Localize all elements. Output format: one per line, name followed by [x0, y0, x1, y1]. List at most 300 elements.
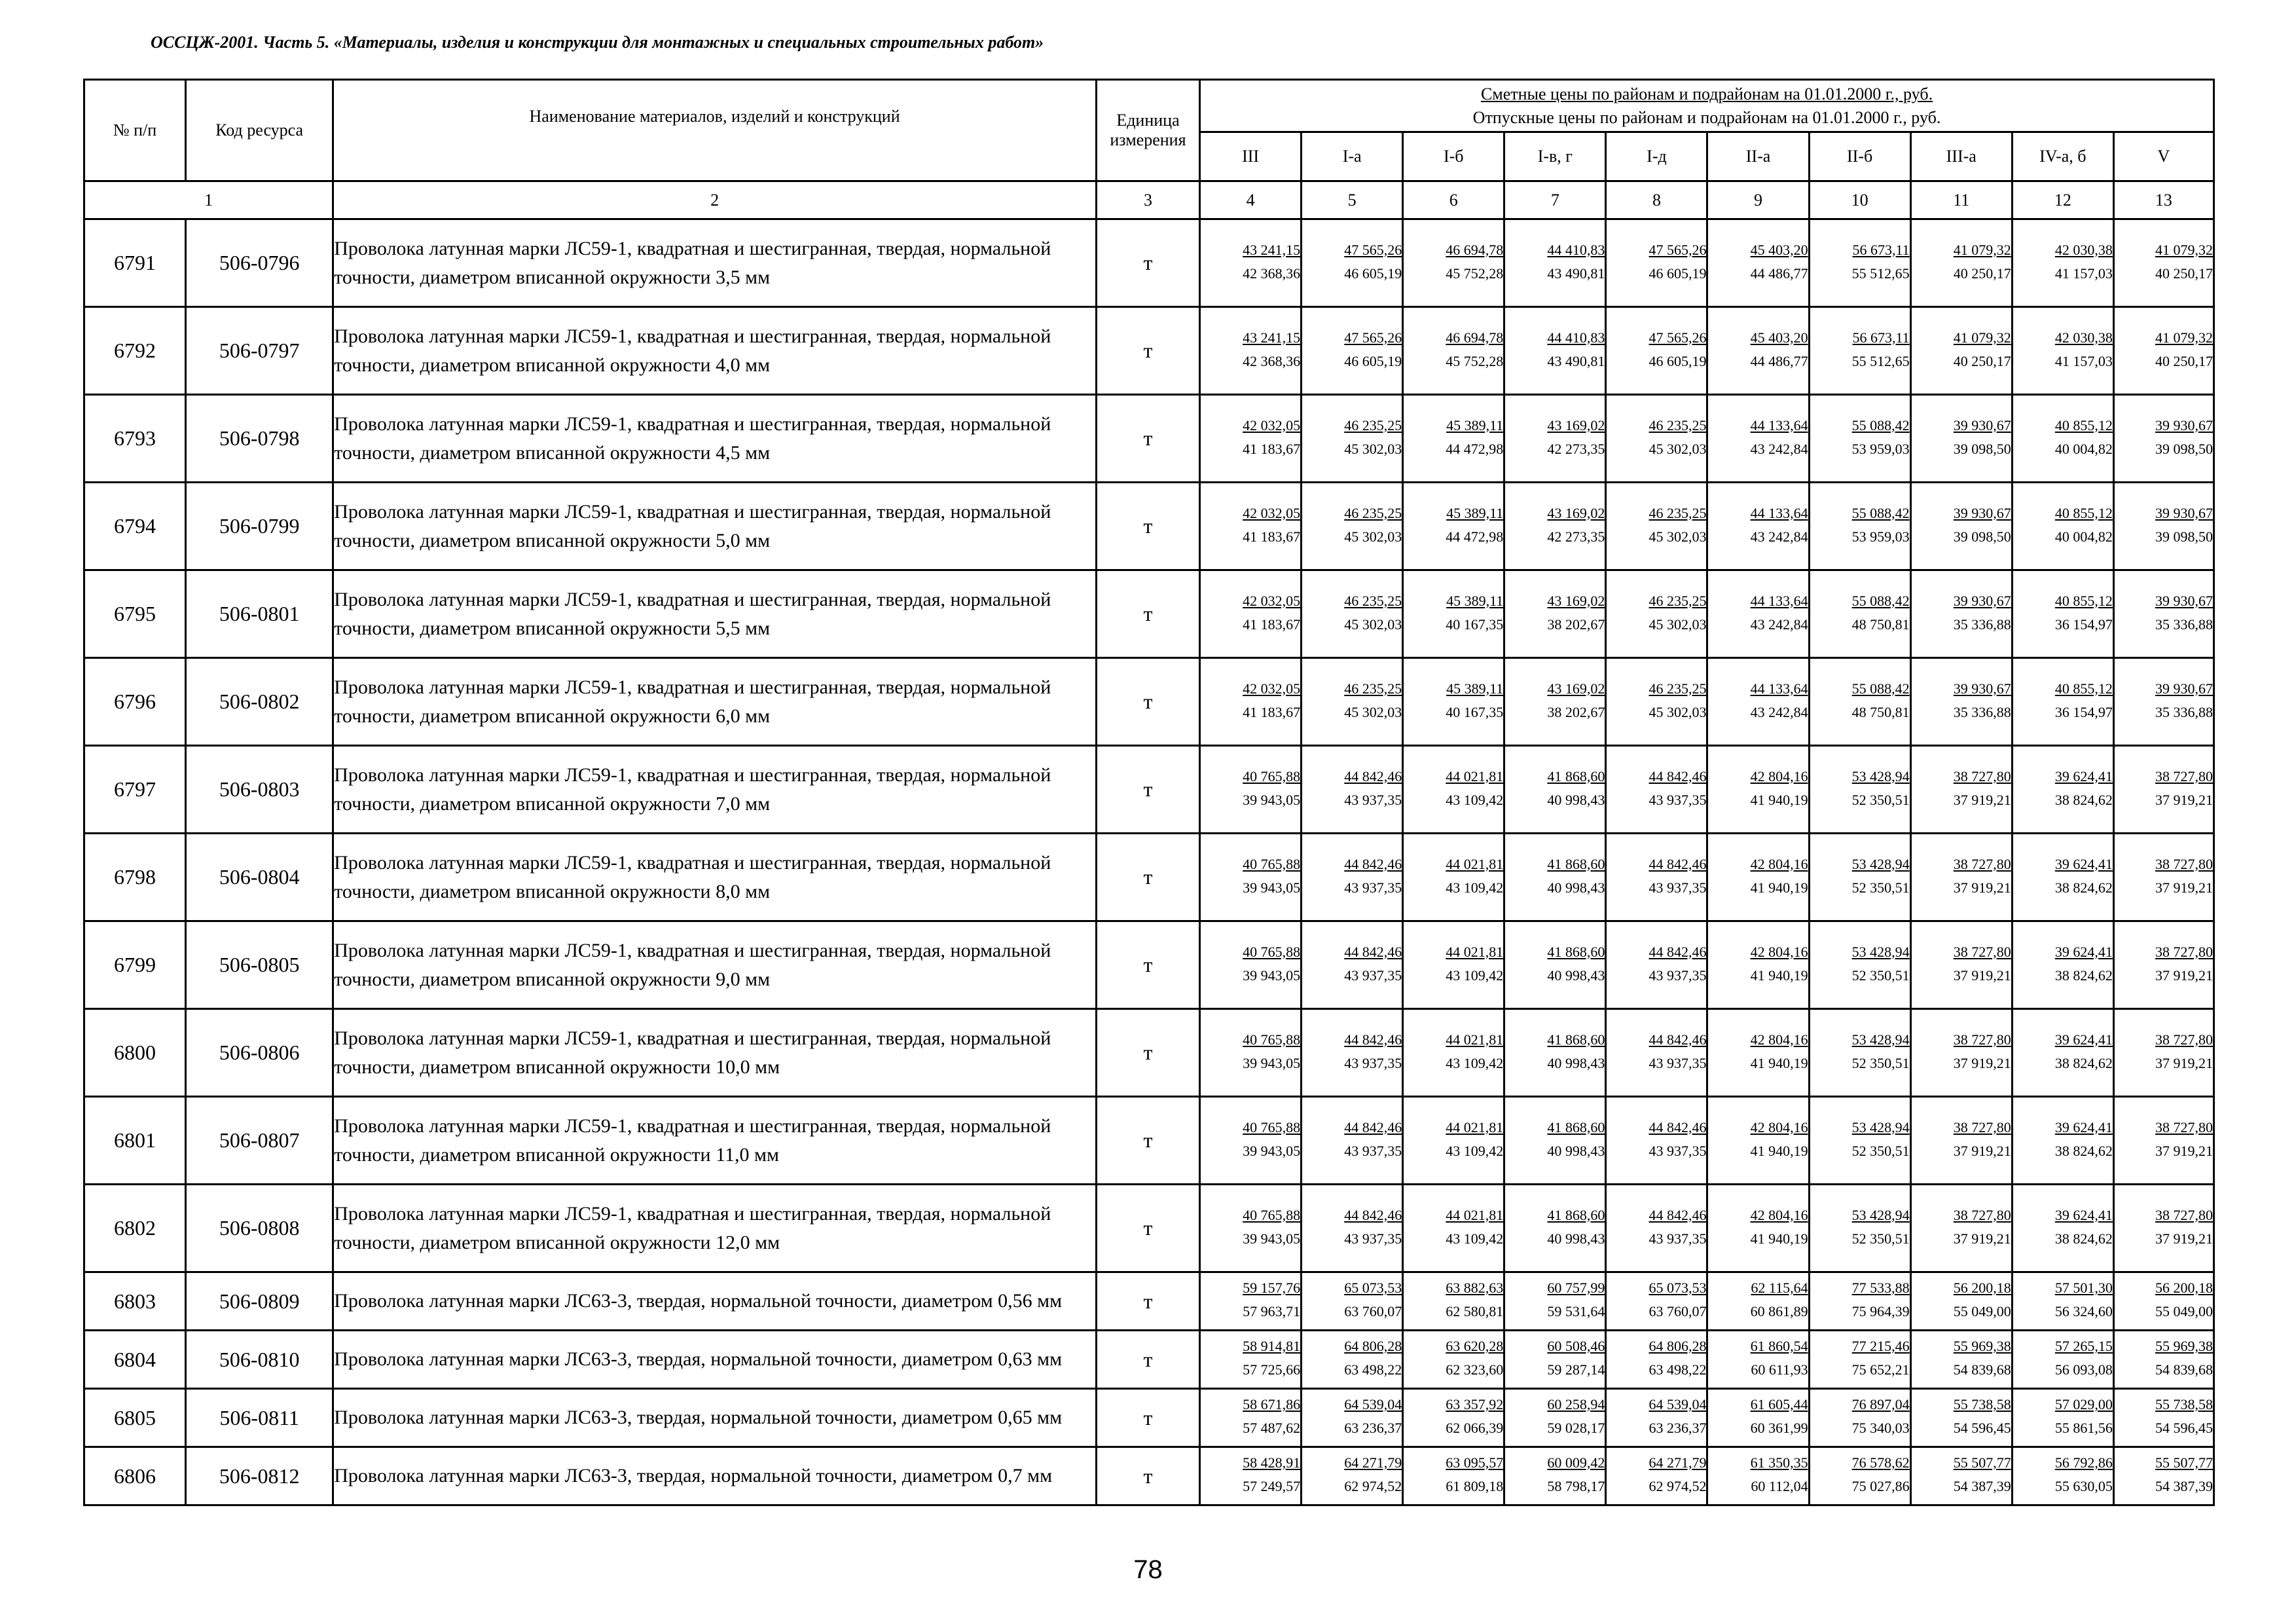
price-cell	[1910, 1097, 2012, 1185]
release-price: 40 998,43	[1547, 1230, 1605, 1247]
price-cell	[1200, 307, 1302, 395]
estimated-price: 41 079,32	[2155, 241, 2213, 258]
price-cell	[1302, 307, 1403, 395]
estimated-price: 55 507,77	[1953, 1454, 2011, 1471]
document-header: ОССЦЖ-2001. Часть 5. «Материалы, изделия и конструкции для монтажных и специальных строительных работ»	[151, 33, 1044, 52]
release-price: 46 605,19	[1649, 265, 1707, 282]
price-cell	[1809, 834, 1910, 921]
release-price: 60 112,04	[1751, 1478, 1808, 1494]
release-price: 52 350,51	[1851, 791, 1910, 808]
price-cell	[1809, 1185, 1910, 1272]
estimated-price: 44 842,46	[1344, 943, 1402, 960]
estimated-price: 64 539,04	[1344, 1396, 1402, 1412]
estimated-price: 44 410,83	[1547, 329, 1605, 346]
release-price: 39 943,05	[1243, 879, 1301, 896]
estimated-price: 40 765,88	[1243, 1118, 1301, 1135]
price-cell	[1809, 1097, 1910, 1185]
release-price: 39 098,50	[1953, 440, 2011, 457]
estimated-price: 43 169,02	[1547, 680, 1605, 697]
estimated-price: 39 930,67	[1953, 416, 2011, 434]
price-cell	[2012, 834, 2113, 921]
page-number: 78	[1133, 1555, 1163, 1584]
release-price: 37 919,21	[1953, 1054, 2011, 1071]
release-price: 59 028,17	[1547, 1420, 1605, 1436]
estimated-price: 38 727,80	[2155, 943, 2213, 960]
price-cell	[1302, 921, 1403, 1009]
column-number: 6	[1403, 181, 1504, 219]
release-price: 54 839,68	[1953, 1361, 2011, 1378]
price-cell	[1403, 1389, 1504, 1447]
release-price: 45 302,03	[1344, 703, 1402, 720]
price-cell	[1707, 1389, 1809, 1447]
table-row	[84, 1009, 2214, 1097]
price-cell	[1302, 483, 1403, 570]
resource-code: 506-0799	[186, 483, 333, 570]
unit-cell: т	[1096, 1097, 1199, 1185]
estimated-price: 41 868,60	[1547, 767, 1605, 784]
price-cell	[1200, 1331, 1302, 1389]
estimated-price: 45 389,11	[1446, 592, 1504, 609]
prices-title-estimated: Сметные цены по районам и подрайонам на 01.01.2000 г., руб.	[1480, 84, 1933, 103]
estimated-price: 40 765,88	[1243, 943, 1301, 960]
estimated-price: 39 930,67	[2155, 416, 2213, 434]
unit-cell: т	[1096, 307, 1199, 395]
estimated-price: 42 030,38	[2054, 329, 2113, 346]
release-price: 38 824,62	[2054, 1054, 2113, 1071]
estimated-price: 40 765,88	[1243, 1206, 1301, 1223]
estimated-price: 53 428,94	[1851, 1206, 1910, 1223]
release-price: 39 098,50	[1953, 528, 2011, 545]
estimated-price: 58 671,86	[1243, 1396, 1301, 1412]
release-price: 45 302,03	[1344, 440, 1402, 457]
column-number: 13	[2113, 181, 2214, 219]
estimated-price: 47 565,26	[1649, 241, 1707, 258]
estimated-price: 58 914,81	[1243, 1338, 1301, 1354]
unit-cell: т	[1096, 746, 1199, 834]
release-price: 37 919,21	[1953, 1142, 2011, 1159]
release-price: 43 109,42	[1446, 879, 1504, 896]
estimated-price: 65 073,53	[1649, 1280, 1707, 1296]
release-price: 43 242,84	[1750, 440, 1808, 457]
price-cell	[1910, 395, 2012, 483]
price-cell	[1504, 219, 1606, 307]
price-cell	[2113, 1185, 2214, 1272]
price-cell	[2113, 1389, 2214, 1447]
price-cell	[1606, 483, 1707, 570]
estimated-price: 40 765,88	[1243, 767, 1301, 784]
table-row	[84, 307, 2214, 395]
release-price: 41 183,67	[1243, 616, 1301, 633]
release-price: 42 273,35	[1547, 440, 1605, 457]
release-price: 55 049,00	[2155, 1303, 2213, 1320]
price-cell	[1504, 1185, 1606, 1272]
release-price: 43 937,35	[1344, 879, 1402, 896]
estimated-price: 44 842,46	[1649, 855, 1707, 872]
release-price: 41 940,19	[1750, 967, 1808, 984]
price-cell	[1606, 921, 1707, 1009]
estimated-price: 42 804,16	[1750, 943, 1808, 960]
release-price: 52 350,51	[1851, 1142, 1910, 1159]
release-price: 45 302,03	[1344, 528, 1402, 545]
release-price: 54 387,39	[1953, 1478, 2011, 1494]
price-cell	[1707, 1185, 1809, 1272]
release-price: 56 093,08	[2054, 1361, 2113, 1378]
release-price: 38 202,67	[1547, 616, 1605, 633]
region-header: II-б	[1809, 132, 1910, 181]
release-price: 36 154,97	[2054, 703, 2113, 720]
release-price: 46 605,19	[1344, 265, 1402, 282]
resource-code: 506-0807	[186, 1097, 333, 1185]
release-price: 55 049,00	[1953, 1303, 2011, 1320]
price-cell	[1200, 834, 1302, 921]
estimated-price: 44 842,46	[1344, 1206, 1402, 1223]
price-cell	[1910, 746, 2012, 834]
release-price: 43 937,35	[1649, 1054, 1707, 1071]
release-price: 44 472,98	[1446, 440, 1504, 457]
release-price: 45 752,28	[1446, 352, 1504, 369]
estimated-price: 43 169,02	[1547, 416, 1605, 434]
price-cell	[1809, 658, 1910, 746]
price-cell	[1910, 1009, 2012, 1097]
release-price: 40 998,43	[1547, 791, 1605, 808]
unit-cell: т	[1096, 395, 1199, 483]
release-price: 40 250,17	[1953, 352, 2011, 369]
row-number: 6806	[84, 1447, 186, 1505]
estimated-price: 44 021,81	[1446, 1031, 1504, 1048]
price-cell	[1910, 1185, 2012, 1272]
price-cell	[1403, 1331, 1504, 1389]
price-cell	[1504, 395, 1606, 483]
price-cell	[1707, 746, 1809, 834]
release-price: 41 940,19	[1750, 791, 1808, 808]
price-cell	[1200, 746, 1302, 834]
release-price: 43 490,81	[1547, 352, 1605, 369]
release-price: 63 760,07	[1649, 1303, 1707, 1320]
release-price: 59 531,64	[1547, 1303, 1605, 1320]
estimated-price: 44 021,81	[1446, 1206, 1504, 1223]
estimated-price: 55 738,58	[2155, 1396, 2213, 1412]
material-name: Проволока латунная марки ЛС59-1, квадратная и шестигранная, твердая, нормальной точности, диаметром вписанной окружности 9,0 мм	[333, 921, 1097, 1009]
price-cell	[1200, 921, 1302, 1009]
release-price: 43 937,35	[1344, 1054, 1402, 1071]
release-price: 54 596,45	[1953, 1420, 2011, 1436]
release-price: 43 242,84	[1750, 616, 1808, 633]
region-header: I-б	[1403, 132, 1504, 181]
estimated-price: 46 694,78	[1446, 329, 1504, 346]
release-price: 43 937,35	[1649, 1142, 1707, 1159]
release-price: 41 157,03	[2054, 265, 2113, 282]
price-cell	[1606, 658, 1707, 746]
estimated-price: 44 133,64	[1750, 416, 1808, 434]
price-cell	[2012, 483, 2113, 570]
row-number: 6805	[84, 1389, 186, 1447]
price-cell	[2012, 1009, 2113, 1097]
table-row	[84, 395, 2214, 483]
estimated-price: 55 738,58	[1953, 1396, 2011, 1412]
price-cell	[1707, 1009, 1809, 1097]
release-price: 60 361,99	[1750, 1420, 1808, 1436]
release-price: 43 937,35	[1344, 1142, 1402, 1159]
release-price: 61 809,18	[1446, 1478, 1504, 1494]
estimated-price: 44 842,46	[1344, 855, 1402, 872]
price-cell	[2113, 219, 2214, 307]
estimated-price: 44 021,81	[1446, 1118, 1504, 1135]
estimated-price: 38 727,80	[1953, 1031, 2011, 1048]
estimated-price: 41 868,60	[1547, 855, 1605, 872]
release-price: 52 350,51	[1851, 1054, 1910, 1071]
estimated-price: 60 258,94	[1547, 1396, 1605, 1412]
estimated-price: 39 624,41	[2054, 943, 2113, 960]
material-name: Проволока латунная марки ЛС59-1, квадратная и шестигранная, твердая, нормальной точности, диаметром вписанной окружности 10,0 мм	[333, 1009, 1097, 1097]
estimated-price: 44 133,64	[1750, 680, 1808, 697]
region-header: III-а	[1910, 132, 2012, 181]
estimated-price: 44 842,46	[1649, 1206, 1707, 1223]
estimated-price: 46 235,25	[1344, 416, 1402, 434]
estimated-price: 43 241,15	[1243, 241, 1301, 258]
release-price: 37 919,21	[2155, 1142, 2213, 1159]
estimated-price: 57 029,00	[2054, 1396, 2113, 1412]
estimated-price: 40 855,12	[2054, 592, 2113, 609]
price-cell	[1403, 307, 1504, 395]
estimated-price: 38 727,80	[2155, 1031, 2213, 1048]
estimated-price: 60 508,46	[1547, 1338, 1605, 1354]
estimated-price: 46 235,25	[1649, 592, 1707, 609]
material-name: Проволока латунная марки ЛС59-1, квадратная и шестигранная, твердая, нормальной точности, диаметром вписанной окружности 12,0 мм	[333, 1185, 1097, 1272]
table-row	[84, 570, 2214, 658]
release-price: 43 937,35	[1344, 1230, 1402, 1247]
release-price: 52 350,51	[1851, 879, 1910, 896]
release-price: 38 202,67	[1547, 703, 1605, 720]
price-cell	[2012, 1185, 2113, 1272]
release-price: 43 490,81	[1547, 265, 1605, 282]
estimated-price: 47 565,26	[1649, 329, 1707, 346]
estimated-price: 59 157,76	[1243, 1280, 1301, 1296]
row-number: 6797	[84, 746, 186, 834]
price-cell	[2012, 746, 2113, 834]
price-cell	[2113, 921, 2214, 1009]
resource-code: 506-0811	[186, 1389, 333, 1447]
price-cell	[1707, 1331, 1809, 1389]
estimated-price: 38 727,80	[1953, 1206, 2011, 1223]
price-cell	[2113, 1447, 2214, 1505]
unit-cell: т	[1096, 1389, 1199, 1447]
price-cell	[1403, 1185, 1504, 1272]
price-cell	[1707, 483, 1809, 570]
table-row	[84, 219, 2214, 307]
unit-cell: т	[1096, 921, 1199, 1009]
price-cell	[1606, 395, 1707, 483]
price-cell	[1707, 307, 1809, 395]
column-number: 4	[1200, 181, 1302, 219]
release-price: 62 580,81	[1446, 1303, 1504, 1320]
estimated-price: 40 855,12	[2054, 680, 2113, 697]
price-cell	[2012, 307, 2113, 395]
price-cell	[1504, 1009, 1606, 1097]
price-cell	[1200, 1389, 1302, 1447]
price-cell	[2012, 921, 2113, 1009]
release-price: 43 937,35	[1344, 967, 1402, 984]
estimated-price: 55 088,42	[1851, 592, 1910, 609]
estimated-price: 63 095,57	[1446, 1454, 1504, 1471]
estimated-price: 45 403,20	[1750, 241, 1808, 258]
estimated-price: 41 868,60	[1547, 1118, 1605, 1135]
estimated-price: 40 855,12	[2054, 416, 2113, 434]
release-price: 35 336,88	[1953, 703, 2011, 720]
release-price: 44 486,77	[1750, 265, 1808, 282]
price-cell	[1910, 1272, 2012, 1331]
price-cell	[1504, 746, 1606, 834]
estimated-price: 42 804,16	[1750, 767, 1808, 784]
price-cell	[1200, 219, 1302, 307]
estimated-price: 61 350,35	[1750, 1454, 1808, 1471]
estimated-price: 47 565,26	[1344, 241, 1402, 258]
region-header: I-а	[1302, 132, 1403, 181]
release-price: 54 596,45	[2155, 1420, 2213, 1436]
price-cell	[1606, 746, 1707, 834]
col-header-name: Наименование материалов, изделий и конструкций	[333, 80, 1097, 181]
resource-code: 506-0809	[186, 1272, 333, 1331]
estimated-price: 53 428,94	[1851, 1031, 1910, 1048]
price-cell	[1403, 1009, 1504, 1097]
release-price: 58 798,17	[1547, 1478, 1605, 1494]
estimated-price: 42 804,16	[1750, 1206, 1808, 1223]
region-header: IV-а, б	[2012, 132, 2113, 181]
estimated-price: 45 389,11	[1446, 504, 1504, 521]
release-price: 39 943,05	[1243, 1142, 1301, 1159]
release-price: 63 498,22	[1344, 1361, 1402, 1378]
release-price: 38 824,62	[2054, 791, 2113, 808]
row-number: 6792	[84, 307, 186, 395]
release-price: 35 336,88	[1953, 616, 2011, 633]
price-cell	[2012, 1447, 2113, 1505]
price-cell	[1910, 1447, 2012, 1505]
price-cell	[1707, 1097, 1809, 1185]
estimated-price: 39 624,41	[2054, 767, 2113, 784]
resource-code: 506-0802	[186, 658, 333, 746]
price-cell	[1504, 658, 1606, 746]
estimated-price: 39 930,67	[2155, 680, 2213, 697]
release-price: 40 250,17	[2155, 352, 2213, 369]
price-cell	[1403, 1097, 1504, 1185]
unit-cell: т	[1096, 483, 1199, 570]
estimated-price: 39 930,67	[2155, 592, 2213, 609]
estimated-price: 44 842,46	[1344, 767, 1402, 784]
price-cell	[1200, 658, 1302, 746]
estimated-price: 45 389,11	[1446, 680, 1504, 697]
estimated-price: 55 507,77	[2155, 1454, 2213, 1471]
release-price: 57 487,62	[1243, 1420, 1301, 1436]
price-cell	[1302, 395, 1403, 483]
estimated-price: 44 842,46	[1649, 767, 1707, 784]
region-header: II-а	[1707, 132, 1809, 181]
estimated-price: 39 624,41	[2054, 1031, 2113, 1048]
release-price: 38 824,62	[2054, 1230, 2113, 1247]
column-number: 11	[1910, 181, 2012, 219]
estimated-price: 42 032,05	[1243, 416, 1301, 434]
price-cell	[1403, 921, 1504, 1009]
price-cell	[1606, 1272, 1707, 1331]
release-price: 37 919,21	[2155, 1230, 2213, 1247]
table-row	[84, 1331, 2214, 1389]
estimated-price: 77 533,88	[1851, 1280, 1910, 1296]
resource-code: 506-0804	[186, 834, 333, 921]
release-price: 45 302,03	[1344, 616, 1402, 633]
row-number: 6794	[84, 483, 186, 570]
row-number: 6795	[84, 570, 186, 658]
price-cell	[1200, 1009, 1302, 1097]
release-price: 53 959,03	[1851, 440, 1910, 457]
estimated-price: 42 032,05	[1243, 592, 1301, 609]
release-price: 45 302,03	[1649, 440, 1707, 457]
estimated-price: 39 930,67	[1953, 680, 2011, 697]
estimated-price: 40 855,12	[2054, 504, 2113, 521]
release-price: 43 242,84	[1750, 528, 1808, 545]
price-cell	[2113, 395, 2214, 483]
price-cell	[1504, 1389, 1606, 1447]
estimated-price: 41 868,60	[1547, 1206, 1605, 1223]
estimated-price: 44 133,64	[1750, 504, 1808, 521]
estimated-price: 56 200,18	[1953, 1280, 2011, 1296]
estimated-price: 53 428,94	[1851, 943, 1910, 960]
resource-code: 506-0806	[186, 1009, 333, 1097]
release-price: 40 167,35	[1446, 703, 1504, 720]
release-price: 42 368,36	[1243, 265, 1301, 282]
price-cell	[1606, 1331, 1707, 1389]
estimated-price: 44 842,46	[1649, 1031, 1707, 1048]
estimated-price: 44 021,81	[1446, 767, 1504, 784]
table-row	[84, 921, 2214, 1009]
price-cell	[1504, 483, 1606, 570]
price-cell	[1809, 746, 1910, 834]
price-cell	[2113, 658, 2214, 746]
price-cell	[1403, 570, 1504, 658]
release-price: 55 512,65	[1851, 352, 1910, 369]
material-name: Проволока латунная марки ЛС59-1, квадратная и шестигранная, твердая, нормальной точности, диаметром вписанной окружности 11,0 мм	[333, 1097, 1097, 1185]
price-cell	[1707, 921, 1809, 1009]
release-price: 40 167,35	[1446, 616, 1504, 633]
estimated-price: 60 009,42	[1547, 1454, 1605, 1471]
row-number: 6803	[84, 1272, 186, 1331]
estimated-price: 46 235,25	[1344, 680, 1402, 697]
column-number: 9	[1707, 181, 1809, 219]
unit-cell: т	[1096, 1447, 1199, 1505]
price-cell	[1504, 921, 1606, 1009]
price-cell	[1809, 570, 1910, 658]
estimated-price: 45 389,11	[1446, 416, 1504, 434]
release-price: 41 940,19	[1750, 1142, 1808, 1159]
table-row	[84, 746, 2214, 834]
estimated-price: 56 792,86	[2054, 1454, 2113, 1471]
material-name: Проволока латунная марки ЛС59-1, квадратная и шестигранная, твердая, нормальной точности, диаметром вписанной окружности 3,5 мм	[333, 219, 1097, 307]
estimated-price: 53 428,94	[1851, 855, 1910, 872]
price-cell	[2113, 307, 2214, 395]
price-cell	[1302, 1389, 1403, 1447]
release-price: 43 937,35	[1649, 791, 1707, 808]
resource-code: 506-0796	[186, 219, 333, 307]
price-cell	[1504, 834, 1606, 921]
row-number: 6796	[84, 658, 186, 746]
price-cell	[1504, 570, 1606, 658]
release-price: 40 998,43	[1547, 967, 1605, 984]
estimated-price: 41 079,32	[2155, 329, 2213, 346]
release-price: 57 725,66	[1243, 1361, 1301, 1378]
release-price: 40 998,43	[1547, 1142, 1605, 1159]
release-price: 44 472,98	[1446, 528, 1504, 545]
unit-cell: т	[1096, 1331, 1199, 1389]
price-cell	[1707, 658, 1809, 746]
estimated-price: 65 073,53	[1344, 1280, 1402, 1296]
release-price: 43 937,35	[1649, 1230, 1707, 1247]
